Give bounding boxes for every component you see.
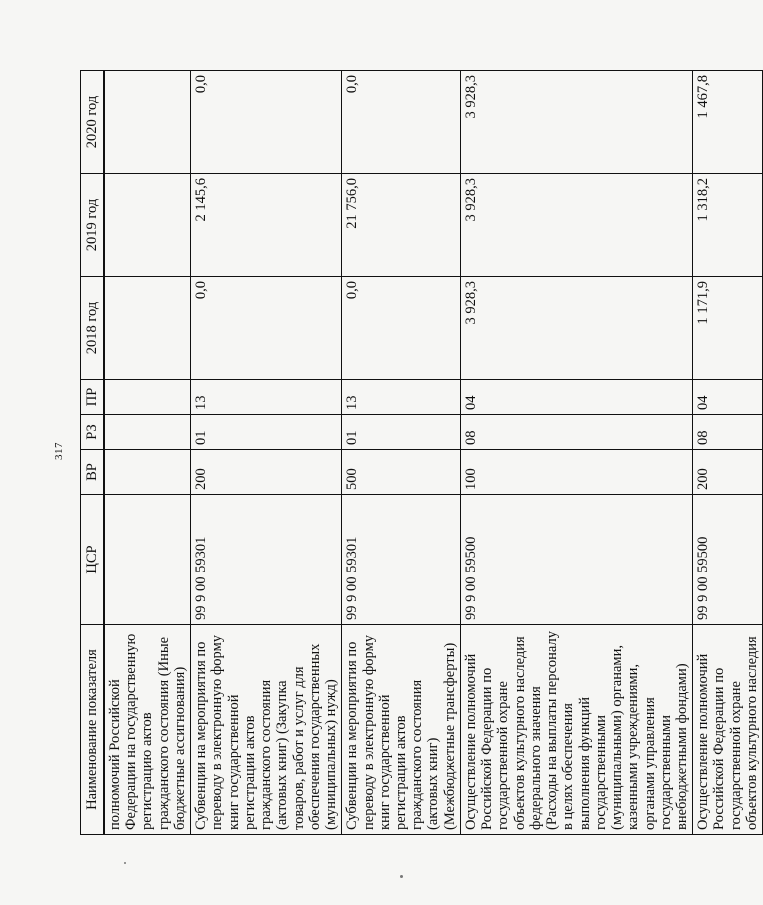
cell-csr bbox=[104, 495, 191, 625]
cell-csr: 99 9 00 59500 bbox=[693, 495, 763, 625]
table-row bbox=[191, 71, 342, 835]
cell-name: полномочий Российской Федерации на государственную регистрацию актов гражданского состояния (Иные бюджетные ассигнования) bbox=[104, 625, 191, 835]
cell-2019: 2 145,6 bbox=[191, 174, 342, 277]
header-2019: 2019 год bbox=[81, 174, 105, 277]
cell-pr: 13 bbox=[342, 380, 461, 415]
cell-pr bbox=[104, 380, 191, 415]
cell-2020: 1 467,8 bbox=[693, 71, 763, 174]
cell-vr bbox=[104, 450, 191, 495]
cell-2020: 0,0 bbox=[191, 71, 342, 174]
header-pr: ПР bbox=[81, 380, 105, 415]
cell-2019: 3 928,3 bbox=[460, 174, 692, 277]
table-row bbox=[342, 71, 461, 835]
cell-csr: 99 9 00 59301 bbox=[191, 495, 342, 625]
header-name: Наименование показателя bbox=[81, 625, 105, 835]
rotated-budget-table bbox=[80, 70, 760, 835]
header-rz: РЗ bbox=[81, 415, 105, 450]
cell-2020 bbox=[104, 71, 191, 174]
cell-rz: 08 bbox=[460, 415, 692, 450]
header-2018: 2018 год bbox=[81, 277, 105, 380]
table-row bbox=[104, 71, 191, 835]
cell-vr: 100 bbox=[460, 450, 692, 495]
cell-pr: 13 bbox=[191, 380, 342, 415]
header-csr: ЦСР bbox=[81, 495, 105, 625]
cell-rz: 01 bbox=[342, 415, 461, 450]
page-number: 317 bbox=[53, 442, 65, 460]
cell-name: Осуществление полномочий Российской Федерации по государственной охране объектов культурного наследия федерального значения (Расходы на выплаты персоналу в целях обеспечения выполнения функций государственными (муниципальными) органами, казенными учреждениями, органами управления государственными внебюджетными фондами) bbox=[460, 625, 692, 835]
cell-rz: 08 bbox=[693, 415, 763, 450]
cell-name: Осуществление полномочий Российской Федерации по государственной охране объектов культурного наследия bbox=[693, 625, 763, 835]
cell-pr: 04 bbox=[460, 380, 692, 415]
cell-2018 bbox=[104, 277, 191, 380]
cell-2018: 3 928,3 bbox=[460, 277, 692, 380]
cell-2019 bbox=[104, 174, 191, 277]
table-header-row bbox=[81, 71, 105, 835]
scan-speck bbox=[124, 862, 126, 864]
cell-2018: 0,0 bbox=[191, 277, 342, 380]
cell-csr: 99 9 00 59500 bbox=[460, 495, 692, 625]
cell-vr: 500 bbox=[342, 450, 461, 495]
cell-vr: 200 bbox=[693, 450, 763, 495]
cell-2018: 0,0 bbox=[342, 277, 461, 380]
cell-2019: 1 318,2 bbox=[693, 174, 763, 277]
cell-name: Субвенции на мероприятия по переводу в электронную форму книг государственной регистрации актов гражданского состояния (актовых книг) (Межбюджетные трансферты) bbox=[342, 625, 461, 835]
cell-2020: 0,0 bbox=[342, 71, 461, 174]
cell-csr: 99 9 00 59301 bbox=[342, 495, 461, 625]
cell-2018: 1 171,9 bbox=[693, 277, 763, 380]
header-vr: ВР bbox=[81, 450, 105, 495]
cell-rz bbox=[104, 415, 191, 450]
cell-2019: 21 756,0 bbox=[342, 174, 461, 277]
header-2020: 2020 год bbox=[81, 71, 105, 174]
cell-2020: 3 928,3 bbox=[460, 71, 692, 174]
cell-rz: 01 bbox=[191, 415, 342, 450]
table-row bbox=[693, 71, 763, 835]
cell-pr: 04 bbox=[693, 380, 763, 415]
scan-speck bbox=[400, 875, 403, 878]
table-row bbox=[460, 71, 692, 835]
budget-table bbox=[80, 70, 763, 835]
cell-vr: 200 bbox=[191, 450, 342, 495]
cell-name: Субвенции на мероприятия по переводу в электронную форму книг государственной регистрации актов гражданского состояния (актовых книг) (Закупка товаров, работ и услуг для обеспечения государственных (муниципальных) нужд) bbox=[191, 625, 342, 835]
